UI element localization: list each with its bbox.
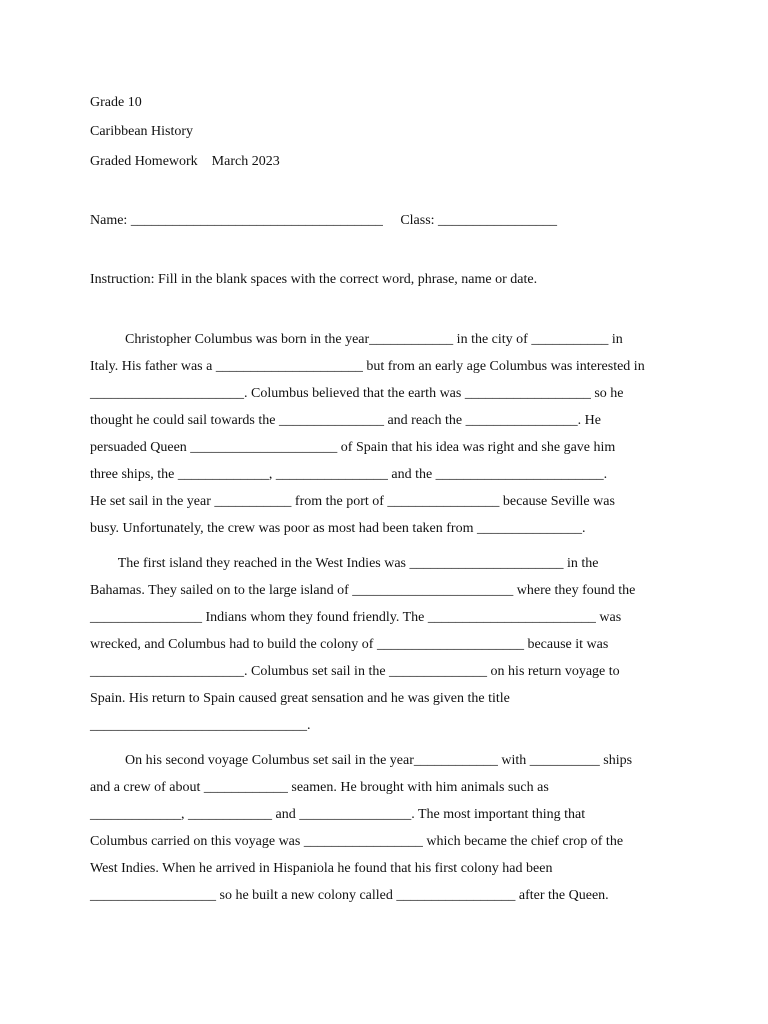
paragraph-line: and a crew of about ____________ seamen. He brought with him animals such as: [90, 780, 549, 795]
subject-label: Caribbean History: [90, 124, 194, 139]
grade-label: Grade 10: [90, 95, 142, 110]
paragraph-line: __________________ so he built a new colony called _________________ after the Queen.: [90, 888, 609, 903]
paragraph-line: He set sail in the year ___________ from the port of ________________ because Seville was: [90, 494, 615, 509]
paragraph-3: [90, 747, 676, 909]
paragraph-line: _____________, ____________ and ________________. The most important thing that: [90, 807, 586, 822]
paragraph-line: On his second voyage Columbus set sail in the year____________ with __________ ships: [90, 753, 633, 768]
paragraph-line: Italy. His father was a _____________________ but from an early age Columbus was interested in: [90, 359, 645, 374]
paragraph-line: West Indies. When he arrived in Hispaniola he found that his first colony had been: [90, 861, 553, 876]
paragraph-line: ________________ Indians whom they found friendly. The ________________________ was: [90, 610, 622, 625]
paragraph-line: Bahamas. They sailed on to the large island of _______________________ where they found the: [90, 583, 636, 598]
paragraph-line: _______________________________.: [90, 718, 311, 733]
instruction-text: Instruction: Fill in the blank spaces with the correct word, phrase, name or date.: [90, 272, 538, 287]
paragraph-line: Columbus carried on this voyage was _________________ which became the chief crop of the: [90, 834, 624, 849]
paragraph-line: busy. Unfortunately, the crew was poor as most had been taken from _______________.: [90, 521, 586, 536]
paragraph-line: Christopher Columbus was born in the year____________ in the city of ___________ in: [90, 332, 623, 347]
name-class-line: Name: ____________________________________ Class: _________________: [90, 213, 558, 228]
paragraph-line: three ships, the _____________, ________________ and the ________________________.: [90, 467, 608, 482]
paragraph-line: The first island they reached in the West Indies was ______________________ in the: [90, 556, 599, 571]
assignment-label: Graded Homework March 2023: [90, 154, 280, 169]
paragraph-line: Spain. His return to Spain caused great sensation and he was given the title: [90, 691, 510, 706]
paragraph-1: [90, 326, 676, 542]
paragraph-line: ______________________. Columbus set sail in the ______________ on his return voyage to: [90, 664, 620, 679]
paragraph-line: wrecked, and Columbus had to build the colony of _____________________ because it was: [90, 637, 609, 652]
paragraph-line: ______________________. Columbus believed that the earth was __________________ so he: [90, 386, 624, 401]
paragraph-line: persuaded Queen _____________________ of Spain that his idea was right and she gave him: [90, 440, 616, 455]
paragraph-line: thought he could sail towards the _______________ and reach the ________________. He: [90, 413, 601, 428]
paragraph-2: [90, 550, 676, 739]
